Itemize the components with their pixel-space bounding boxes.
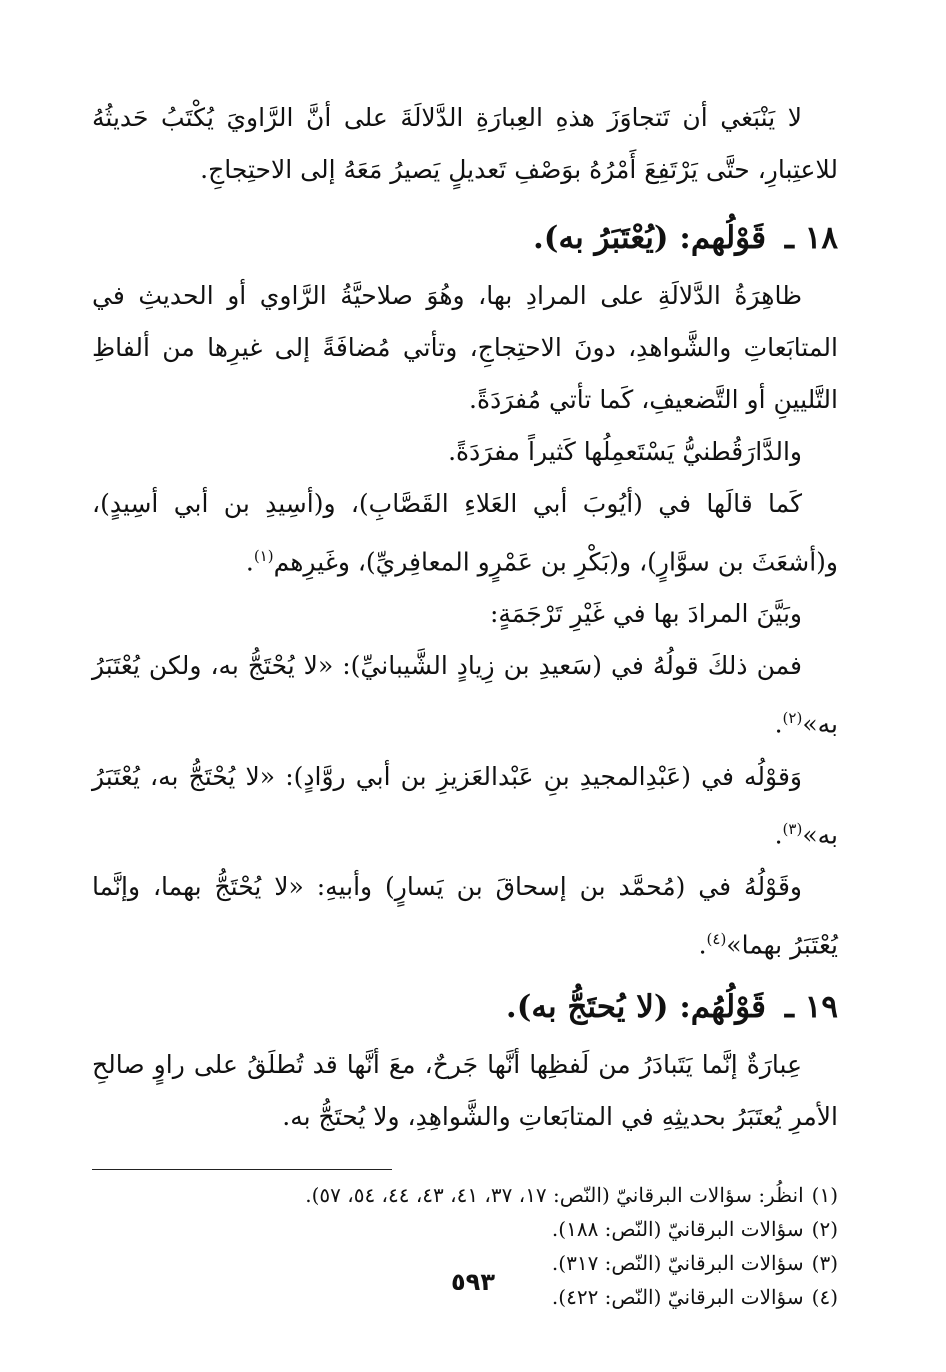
section-19-heading bbox=[92, 979, 838, 1035]
section-19-paragraph: عِبارَةٌ إنَّما يَتَبادَرُ من لَفظِها أنَّها جَرحٌ، معَ أنَّها قد تُطلَقُ على راوٍ صالحِ الأمرِ يُعتَبَرُ بحديثِهِ في المتابَعاتِ والشَّواهِدِ، ولا يُحتَجُّ به. bbox=[92, 1050, 838, 1132]
footnote-number: (٢) bbox=[811, 1217, 838, 1242]
spacer bbox=[92, 196, 838, 202]
section-18-title: قَوْلُهم: (يُعْتَبَرُ به). bbox=[533, 220, 767, 256]
page-number: ٥٩٣ bbox=[451, 1268, 495, 1296]
footnote-2 bbox=[92, 1212, 838, 1246]
footnote-text: سؤالات البرقانيّ (النّص: ٤٢٢). bbox=[551, 1285, 804, 1310]
intro-paragraph: لا يَنْبَغي أن تَتجاوَزَ هذهِ العِبارَةِ الدَّلالَةَ على أنَّ الرَّاويَ يُكْتَبُ حَديثُهُ للاعتِبارِ، حتَّى يَرْتَفِعَ أَمْرُهُ بوَصْفِ تَعديلٍ يَصيرُ مَعَهُ إلى الاحتِجاجِ. bbox=[92, 103, 838, 184]
section-19-number: ١٩ ـ bbox=[784, 989, 838, 1026]
footnote-ref-1: (١) bbox=[253, 547, 274, 565]
footnote-number: (٤) bbox=[811, 1285, 838, 1310]
section-18-paragraph-7 bbox=[92, 861, 838, 971]
section-18-number: ١٨ ـ bbox=[784, 220, 838, 256]
section-18-heading bbox=[92, 210, 838, 266]
footnote-ref-4: (٤) bbox=[706, 929, 727, 948]
footnote-number: (٣) bbox=[811, 1251, 838, 1276]
footnote-number: (١) bbox=[811, 1183, 838, 1208]
section-18-paragraph-5 bbox=[92, 640, 838, 750]
paragraph-text: كَما قالَها في (أيُوبَ أبي العَلاءِ القَصَّابِ)، و(أسِيدِ بن أبي أسِيدٍ)، و(أشعَثَ بن سوَّارٍ)، و(بَكْرِ بن عَمْرٍو المعافِريِّ)، وغَيرِهم bbox=[92, 489, 838, 577]
paragraph-text: وقَوْلُهُ في (مُحمَّد بن إسحاقَ بن يَسارٍ) وأبيهِ: «لا يُحْتَجُّ بهما، وإنَّما يُعْتَبَرُ بهما» bbox=[92, 871, 838, 960]
period: . bbox=[698, 930, 707, 960]
page-body bbox=[92, 92, 838, 1372]
period: . bbox=[245, 547, 254, 577]
footnote-1 bbox=[92, 1178, 838, 1212]
paragraph-text: وَقوْلُه في (عَبْدِالمجيدِ بنِ عَبْدالعَزيزِ بن أبي روَّادٍ): «لا يُحْتَجُّ به، يُعْتَبَرُ به» bbox=[92, 761, 838, 849]
footnote-text: سؤالات البرقانيّ (النّص: ٣١٧). bbox=[551, 1251, 804, 1276]
section-18-paragraph-6 bbox=[92, 751, 838, 861]
section-18-paragraph-3 bbox=[92, 478, 838, 588]
footnote-text: سؤالات البرقانيّ (النّص: ١٨٨). bbox=[551, 1217, 804, 1242]
footnote-ref-2: (٢) bbox=[782, 709, 803, 728]
section-18-paragraph-4: وبَيَّنَ المرادَ بها في غَيْرِ تَرْجَمَةٍ: bbox=[489, 599, 802, 629]
paragraph-text: فمن ذلكَ قولُهُ في (سَعيدِ بن زِيادٍ الشَّيبانيِّ): «لا يُحْتَجُّ به، ولكن يُعْتَبَرُ به» bbox=[92, 651, 838, 739]
section-18-paragraph-2: والدَّارَقُطنيُّ يَسْتَعمِلُها كَثيراً مفرَدَةً. bbox=[448, 437, 802, 466]
footnote-divider bbox=[92, 1169, 392, 1170]
footnote-text: انظُر: سؤالات البرقانيّ (النّص: ١٧، ٣٧، ٤١، ٤٣، ٤٤، ٥٤، ٥٧). bbox=[305, 1183, 804, 1208]
section-19-title: قَوْلُهُم: (لا يُحتَجُّ به). bbox=[505, 989, 767, 1026]
period: . bbox=[774, 819, 783, 849]
period: . bbox=[774, 709, 783, 739]
section-18-paragraph-1: ظاهِرَةُ الدَّلالَةِ على المرادِ بها، وهُوَ صلاحيَّةُ الرَّاوي أو الحديثِ في المتابَعاتِ والشَّواهدِ، دونَ الاحتِجاجِ، وتأتي مُضافَةً إلى غيرِها من ألفاظِ التَّليينِ أو التَّضعيفِ، كَما تأتي مُفرَدَةً. bbox=[92, 281, 838, 414]
footnote-ref-3: (٣) bbox=[782, 819, 803, 838]
